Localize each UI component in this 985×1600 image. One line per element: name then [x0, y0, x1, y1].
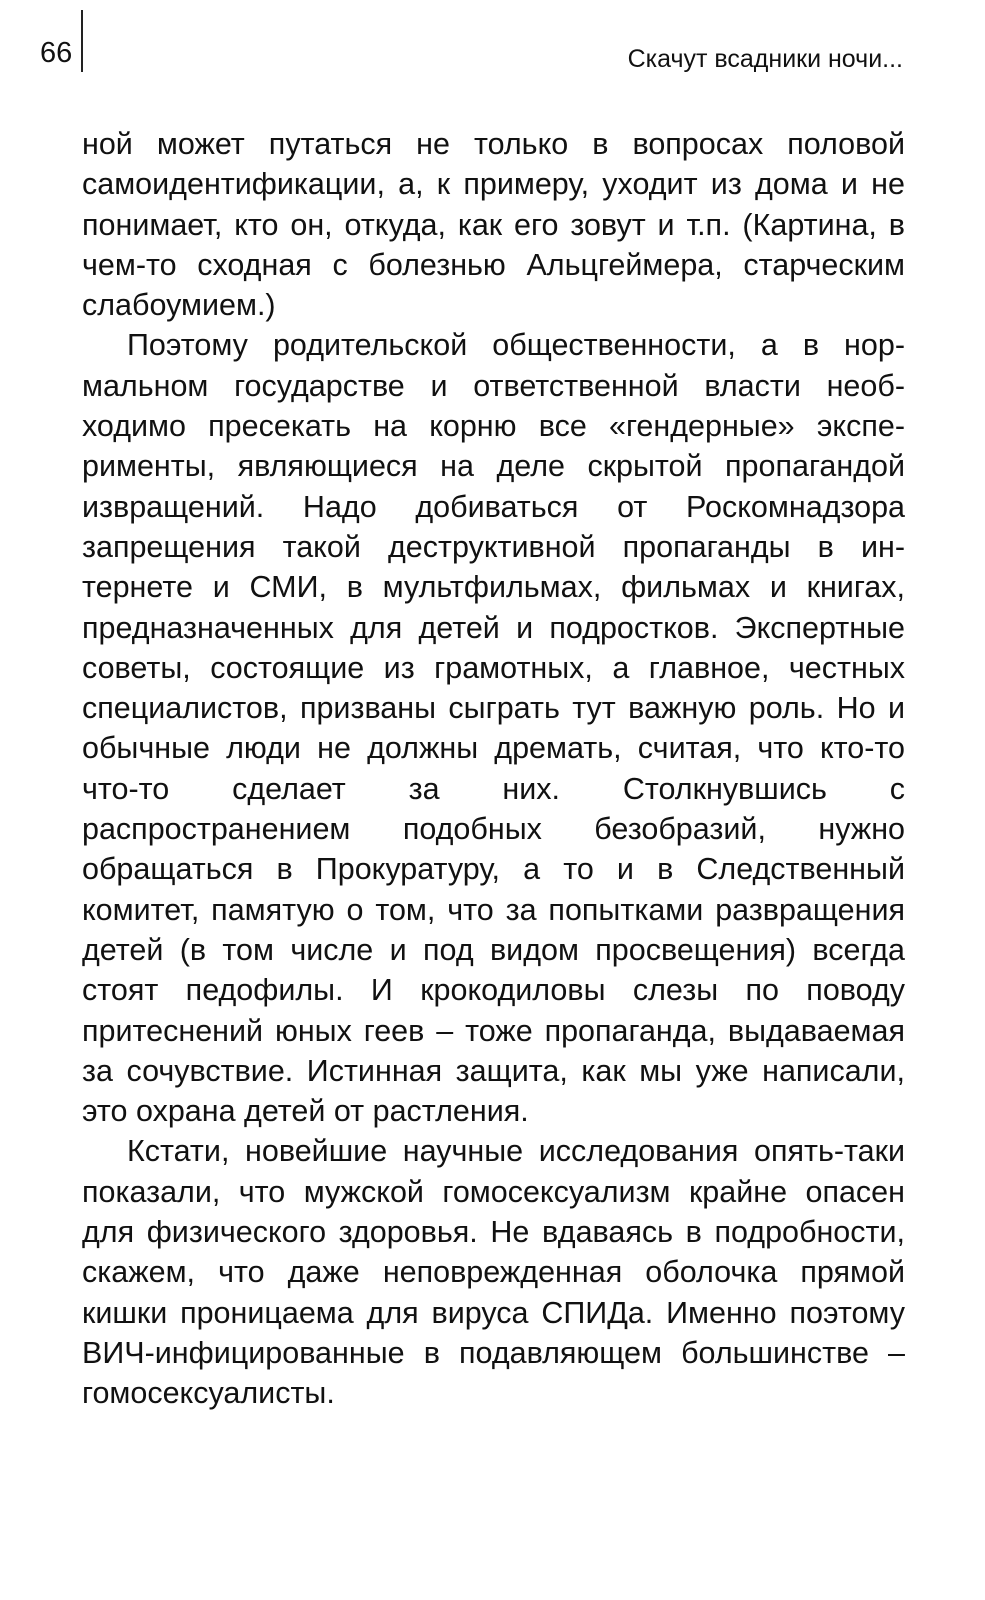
paragraph-continued: ной может путаться не только в вопросах половой самоидентификации, а, к примеру, уходит из дома и не понимает, кто он, откуда, как его зовут и т.п. (Картина, в чем-то сходная с болезнью Альцгеймера, старческим слабоумием.) [82, 127, 905, 323]
page-number: 66 [40, 37, 73, 69]
page-header [0, 0, 985, 110]
body-text [82, 124, 905, 1414]
paragraph: Кстати, новейшие научные исследования опять-таки показали, что мужской гомосексуализм крайне опасен для физического здоровья. Не вдаваясь в подробности, скажем, что даже неповрежденная оболочка прямой кишки проницаема для вируса СПИДа. Именно поэтому ВИЧ-инфицированные в подавляющем большинстве – гомосексуалисты. [82, 1134, 905, 1411]
running-title: Скачут всадники ночи... [627, 45, 903, 73]
header-divider [81, 10, 83, 72]
paragraph: Поэтому родительской общественности, а в нормальном государстве и ответственной власти необходимо пресекать на корню все «гендерные» эксперименты, являющиеся на деле скрытой пропагандой извращений. Надо добиваться от Роскомнадзора запрещения такой деструктивной пропаганды в интернете и СМИ, в мультфильмах, фильмах и книгах, предназначенных для детей и подростков. Экспертные советы, состоящие из грамотных, а главное, честных специалистов, призваны сыграть тут важную роль. Но и обычные люди не должны дремать, считая, что кто-то что-то сделает за них. Столкнувшись с распространением подобных безобразий, нужно обращаться в Прокуратуру, а то и в Следственный комитет, памятую о том, что за попытками развращения детей (в том числе и под видом просвещения) всегда стоят педофилы. И крокодиловы слезы по поводу притеснений юных геев – тоже пропаганда, выдаваемая за сочувствие. Истинная защита, как мы уже написали, это охрана детей от растления. [82, 328, 905, 1129]
